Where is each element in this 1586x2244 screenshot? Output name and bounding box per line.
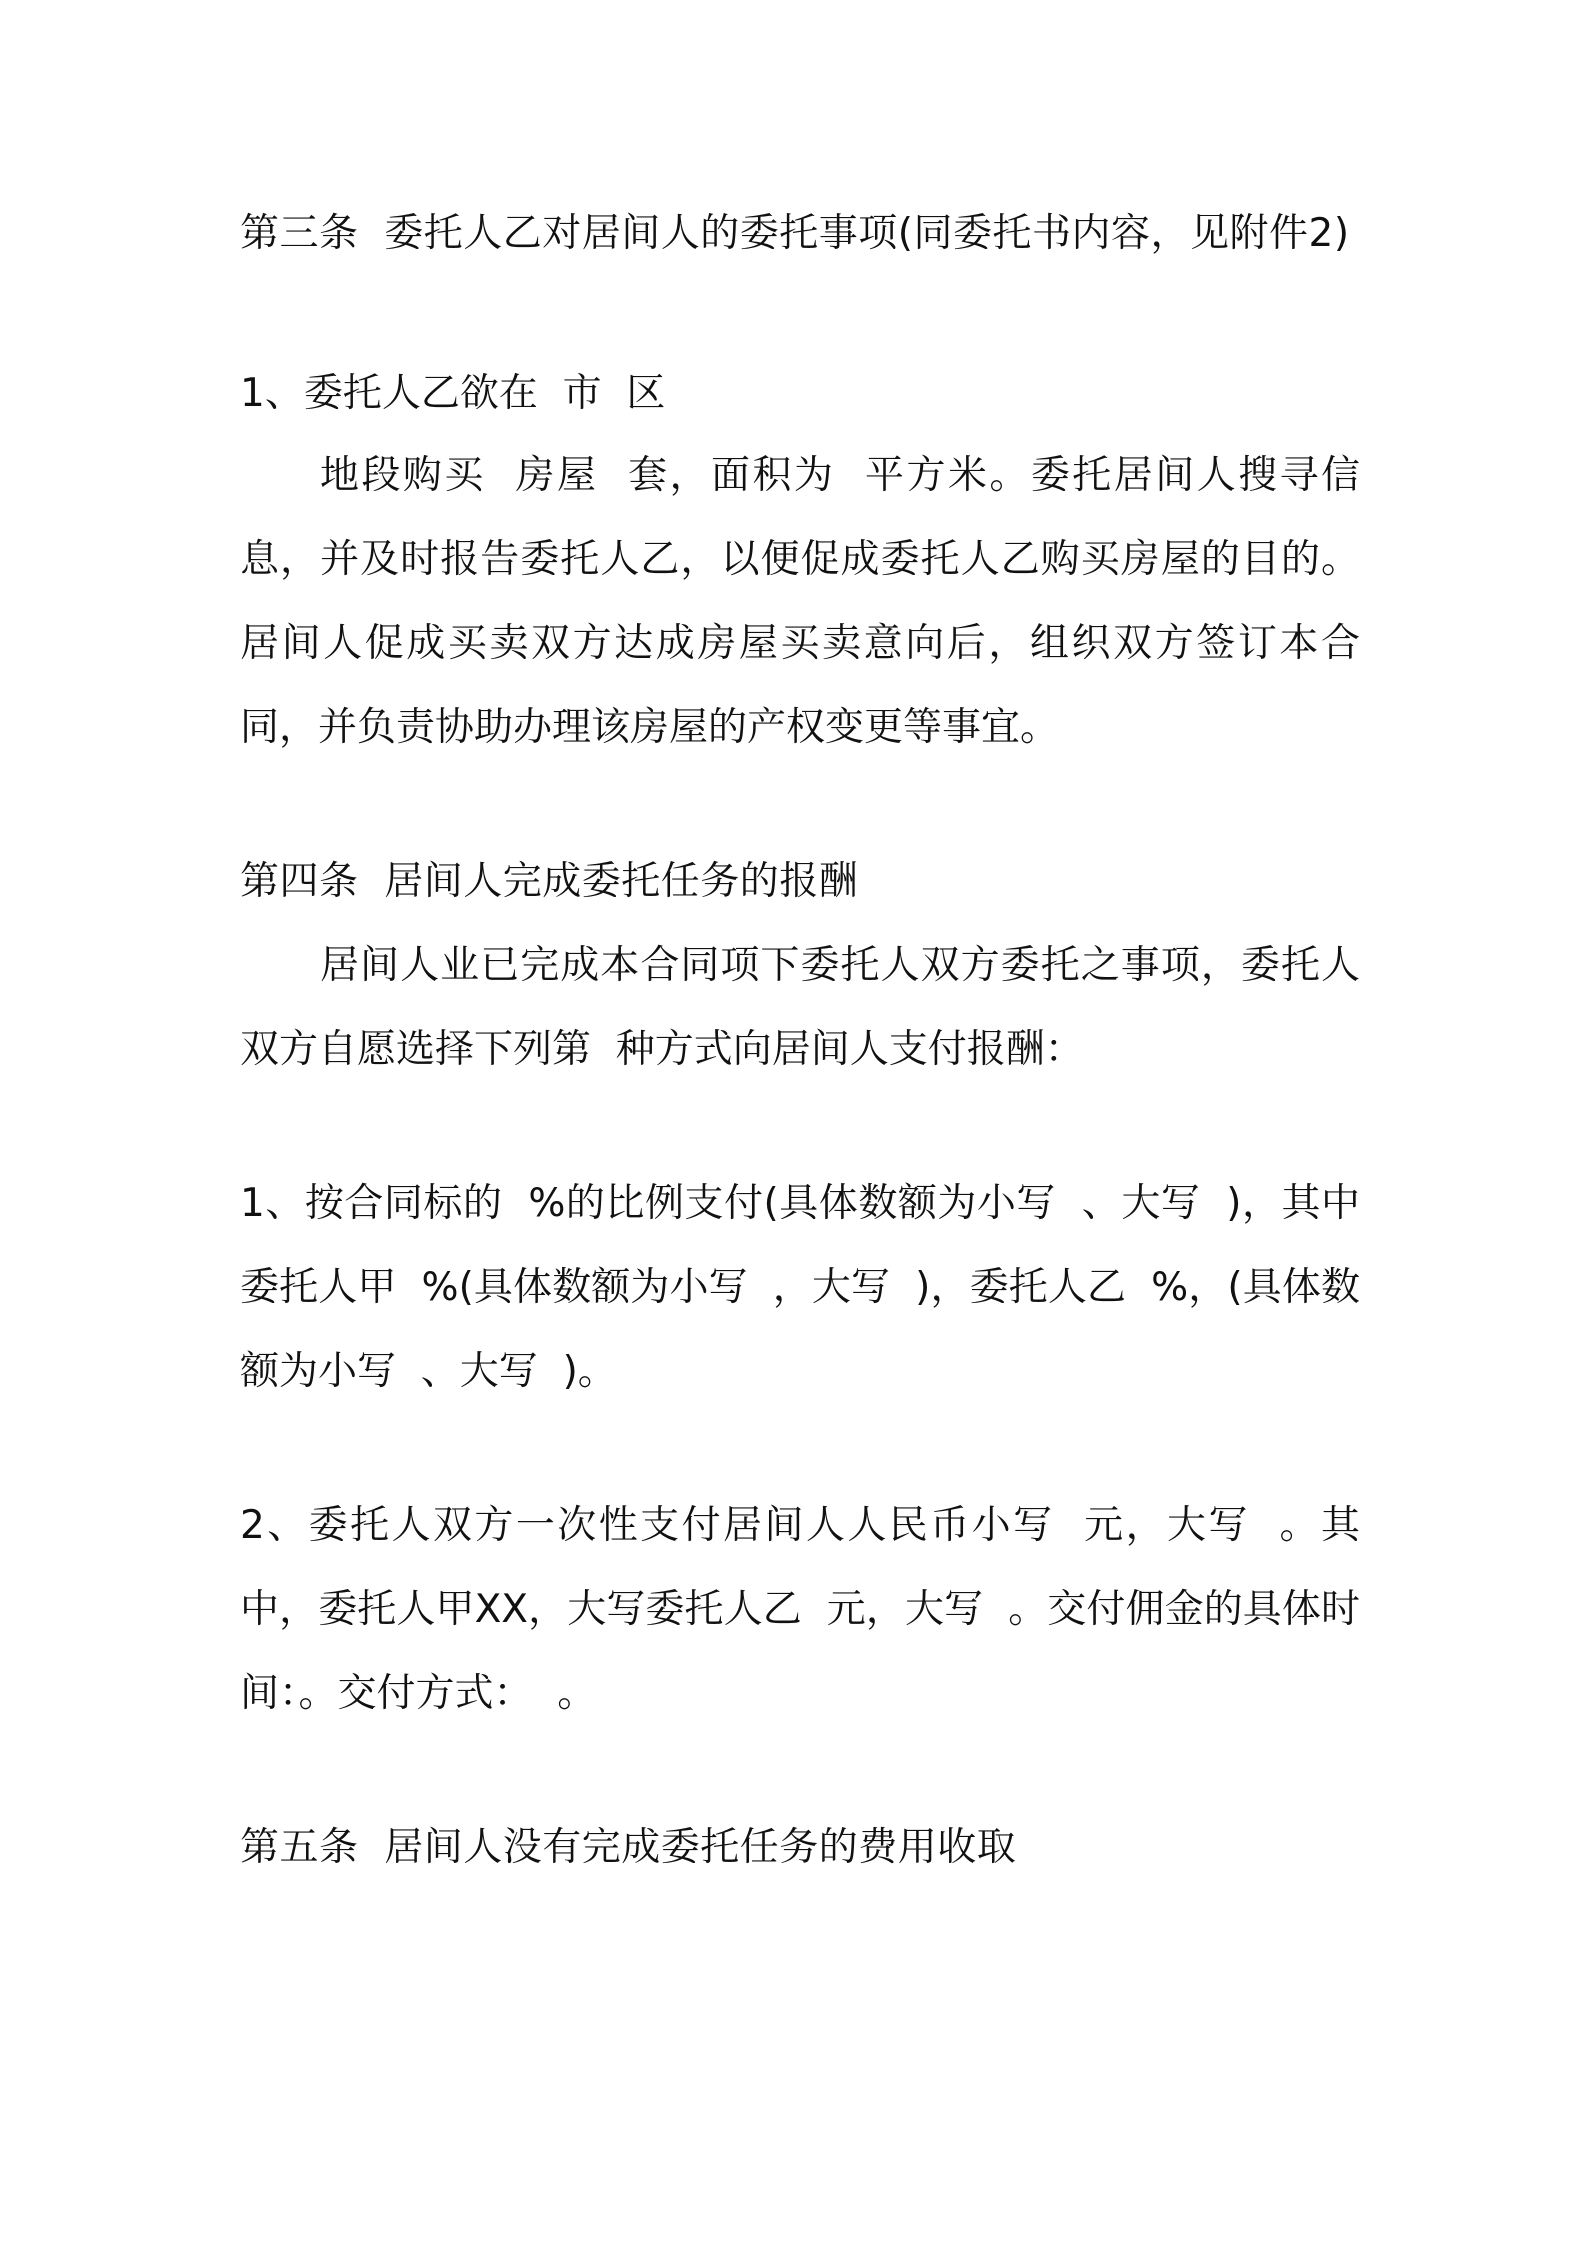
- article-3-item-1-lead: 1、委托人乙欲在 市 区: [240, 371, 666, 416]
- article-3-heading: 第三条 委托人乙对居间人的委托事项(同委托书内容，见附件2): [240, 211, 1350, 256]
- article-4-option-1: 1、按合同标的 %的比例支付(具体数额为小写 、大写 )，其中委托人甲 %(具体数额为小写 ，大写 )，委托人乙 %，(具体数额为小写 、大写 )。: [240, 1181, 1360, 1394]
- document-body: [240, 192, 1360, 1890]
- article-4-option-2: 2、委托人双方一次性支付居间人人民币小写 元，大写 。其中，委托人甲XX，大写委托人乙 元，大写 。交付佣金的具体时间：。交付方式： 。: [240, 1503, 1360, 1716]
- article-4-heading: 第四条 居间人完成委托任务的报酬: [240, 859, 859, 904]
- article-4-intro: 居间人业已完成本合同项下委托人双方委托之事项，委托人双方自愿选择下列第 种方式向居间人支付报酬：: [240, 943, 1360, 1072]
- article-5-heading: 第五条 居间人没有完成委托任务的费用收取: [240, 1825, 1017, 1870]
- article-3-item-1-body: 地段购买 房屋 套，面积为 平方米。委托居间人搜寻信息，并及时报告委托人乙，以便促成委托人乙购买房屋的目的。居间人促成买卖双方达成房屋买卖意向后，组织双方签订本合同，并负责协助办理该房屋的产权变更等事宜。: [240, 453, 1360, 750]
